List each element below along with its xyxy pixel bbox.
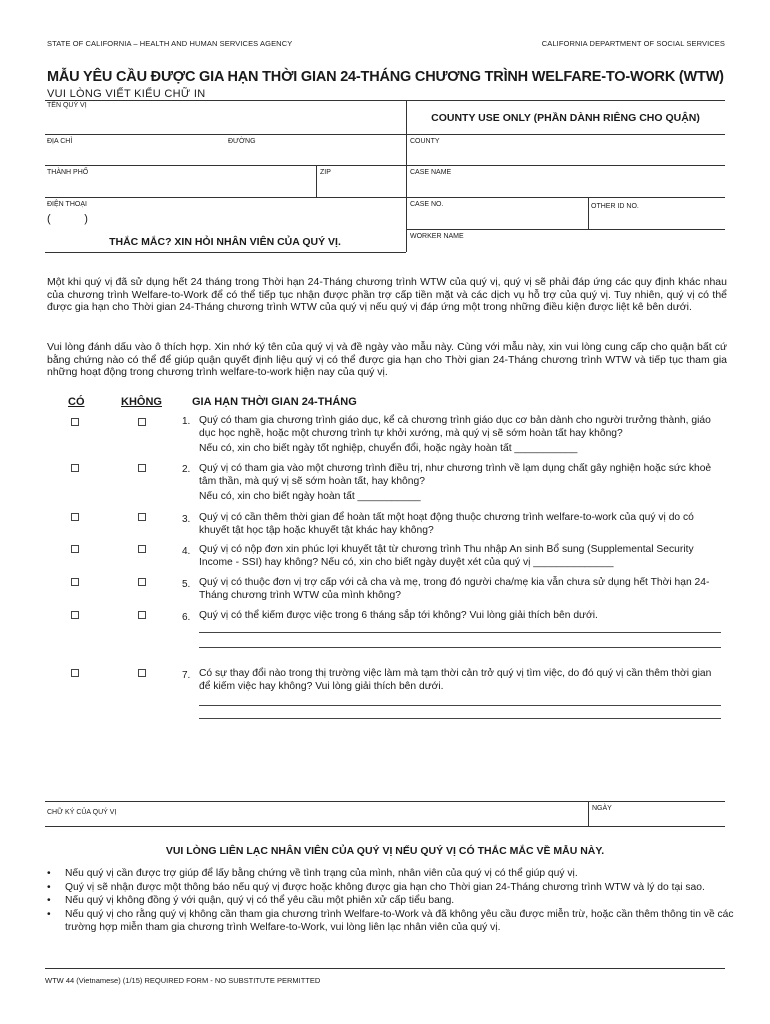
q7-no-checkbox[interactable] [138,669,146,677]
address-field[interactable] [45,134,406,165]
q7-number: 7. [182,670,191,681]
bullet-item: • Nếu quý vị không đồng ý với quận, quý vị có thể yêu cầu một phiên xử cấp tiểu bang. [45,894,735,908]
bullet-item: • Quý vị sẽ nhận được một thông báo nếu quý vị được hoặc không được gia hạn cho Thời gian 24-Tháng chương trình WTW và lý do tại sao. [45,881,735,895]
extension-column-header: GIA HẠN THỜI GIAN 24-THÁNG [192,396,357,408]
date-field[interactable] [588,802,725,826]
phone-label: ĐIỆN THOẠI [47,201,87,208]
q3-no-checkbox[interactable] [138,513,146,521]
date-label: NGÀY [592,805,612,812]
q6-text: Quý vị có thể kiếm được việc trong 6 tháng sắp tới không? Vui lòng giải thích bên dưới. [199,610,598,621]
q4-no-checkbox[interactable] [138,545,146,553]
q3-yes-checkbox[interactable] [71,513,79,521]
address-label: ĐỊA CHỈ [47,138,73,145]
q1-followup: Nếu có, xin cho biết ngày tốt nghiệp, chuyển đổi, hoặc ngày hoàn tất ___________ [199,443,578,454]
q4-text: Quý vị có nộp đơn xin phúc lợi khuyết tật từ chương trình Thu nhập An sinh Bổ sung (Supplemental Security Income - SSI) hay không? Nếu có, xin cho biết ngày duyệt xét của quý vị ______________ [199,544,694,569]
zip-label: ZIP [320,169,331,176]
form-footer: WTW 44 (Vietnamese) (1/15) REQUIRED FORM - NO SUBSTITUTE PERMITTED [45,976,321,985]
q2-followup: Nếu có, xin cho biết ngày hoàn tất ___________ [199,491,421,502]
q2-yes-checkbox[interactable] [71,464,79,472]
questions-notice: THẮC MẮC? XIN HỎI NHÂN VIÊN CỦA QUÝ VỊ. [109,236,341,248]
q6-yes-checkbox[interactable] [71,611,79,619]
phone-area-code: ( ) [47,213,88,225]
city-label: THÀNH PHỐ [47,169,89,176]
department-header: CALIFORNIA DEPARTMENT OF SOCIAL SERVICES [541,39,725,48]
q7-answer-line-2[interactable] [199,718,721,719]
q5-yes-checkbox[interactable] [71,578,79,586]
agency-header: STATE OF CALIFORNIA – HEALTH AND HUMAN SERVICES AGENCY [47,39,293,48]
q6-answer-line-2[interactable] [199,647,721,648]
street-label: ĐƯỜNG [228,138,256,145]
instructions-paragraph: Vui lòng đánh dấu vào ô thích hợp. Xin nhớ ký tên của quý vị và đề ngày vào mẫu này. Cùng với mẫu này, xin vui lòng cung cấp cho quận bất cứ bằng chứng nào có thể để giúp quận quyết định liệu quý vị có thể được gia hạn cho Thời gian 24-Tháng chương trình WTW và tiếp tục tham gia những hoạt động trong chương trình welfare-to-work hiện nay của quý vị. [47,341,727,379]
no-column-header: KHÔNG [121,396,162,408]
q6-no-checkbox[interactable] [138,611,146,619]
q1-no-checkbox[interactable] [138,418,146,426]
q2-no-checkbox[interactable] [138,464,146,472]
name-field[interactable] [45,100,406,134]
q7-answer-line-1[interactable] [199,705,721,706]
q2-number: 2. [182,464,191,475]
bullet-item: • Nếu quý vị cho rằng quý vị không cần tham gia chương trình Welfare-to-Work và đã không yêu cầu được miễn trừ, hoặc cần thêm thông tin về các trường hợp miễn tham gia chương trình Welfare-to-Work, vui lòng liên lạc nhân viên của quý vị. [45,908,735,935]
other-id-label: OTHER ID NO. [591,203,639,210]
bullet-item: • Nếu quý vị cần được trợ giúp để lấy bằng chứng về tình trạng của mình, nhân viên của quý vị có thể giúp quý vị. [45,867,735,881]
form-title: MẪU YÊU CẦU ĐƯỢC GIA HẠN THỜI GIAN 24-THÁNG CHƯƠNG TRÌNH WELFARE-TO-WORK (WTW) [47,69,724,85]
q1-text: Quý có tham gia chương trình giáo dục, kể cả chương trình giáo dục cơ bản dành cho người trưởng thành, giáo dục học nghề, hoặc một chương trình tự khởi xướng, mà quý vị sẽ sớm hoàn tất hay không? [199,415,711,440]
county-use-heading: COUNTY USE ONLY (PHẦN DÀNH RIÊNG CHO QUẬN) [431,112,700,124]
q3-text: Quý vị có cần thêm thời gian để hoàn tất một hoạt động thuộc chương trình welfare-to-work của quý vị do có khuyết tật học tập hoặc khuyết tật khác hay không? [199,512,694,537]
q5-number: 5. [182,579,191,590]
q7-yes-checkbox[interactable] [71,669,79,677]
q1-number: 1. [182,416,191,427]
case-name-label: CASE NAME [410,169,452,176]
q1-yes-checkbox[interactable] [71,418,79,426]
contact-heading: VUI LÒNG LIÊN LẠC NHÂN VIÊN CỦA QUÝ VỊ NẾU QUÝ VỊ CÓ THẮC MẮC VỀ MẪU NÀY. [165,845,605,857]
q7-text: Có sự thay đổi nào trong thị trường việc làm mà tạm thời cản trở quý vị tìm việc, do đó quý vị cần thêm thời gian để kiếm việc hay không? Vui lòng giải thích bên dưới. [199,668,712,693]
q2-text: Quý vị có tham gia vào một chương trình điều trị, như chương trình về lạm dụng chất gây nghiện hoặc sức khoẻ tâm thần, mà quý vị sẽ sớm hoàn tất, hay không? [199,463,712,488]
phone-field[interactable] [45,197,406,229]
q3-number: 3. [182,514,191,525]
signature-label: CHỮ KÝ CỦA QUÝ VỊ [47,809,117,816]
yes-column-header: CÓ [68,396,85,408]
county-label: COUNTY [410,138,440,145]
case-no-label: CASE NO. [410,201,444,208]
q6-number: 6. [182,612,191,623]
signature-row [45,801,725,827]
intro-paragraph: Một khi quý vị đã sử dụng hết 24 tháng trong Thời hạn 24-Tháng chương trình WTW của quý vị, quý vị sẽ phải đáp ứng các quy định khác nhau của chương trình Welfare-to-Work để có thể tiếp tục nhận được phần trợ cấp tiền mặt và các dịch vụ hỗ trợ của quý vị. Tuy nhiên, quý vị có thể được gia hạn cho Thời gian 24-Tháng chương trình WTW của quý vị nếu quý vị đáp ứng một trong những điều kiện được liệt kê bên dưới. [47,276,727,314]
form-subtitle: VUI LÒNG VIẾT KIỂU CHỮ IN [47,88,206,100]
q5-text: Quý vị có thuộc đơn vị trợ cấp với cả cha và mẹ, trong đó người cha/mẹ kia vẫn chưa sử dụng hết Thời hạn 24-Tháng chương trình WTW của mình không? [199,577,710,602]
signature-field[interactable] [45,802,588,826]
q6-answer-line-1[interactable] [199,632,721,633]
info-bullet-list [45,867,735,935]
zip-field[interactable] [316,165,406,197]
q4-number: 4. [182,546,191,557]
q5-no-checkbox[interactable] [138,578,146,586]
q4-yes-checkbox[interactable] [71,545,79,553]
worker-name-label: WORKER NAME [410,233,464,240]
city-field[interactable] [45,165,315,197]
name-label: TÊN QUÝ VỊ [47,102,87,109]
